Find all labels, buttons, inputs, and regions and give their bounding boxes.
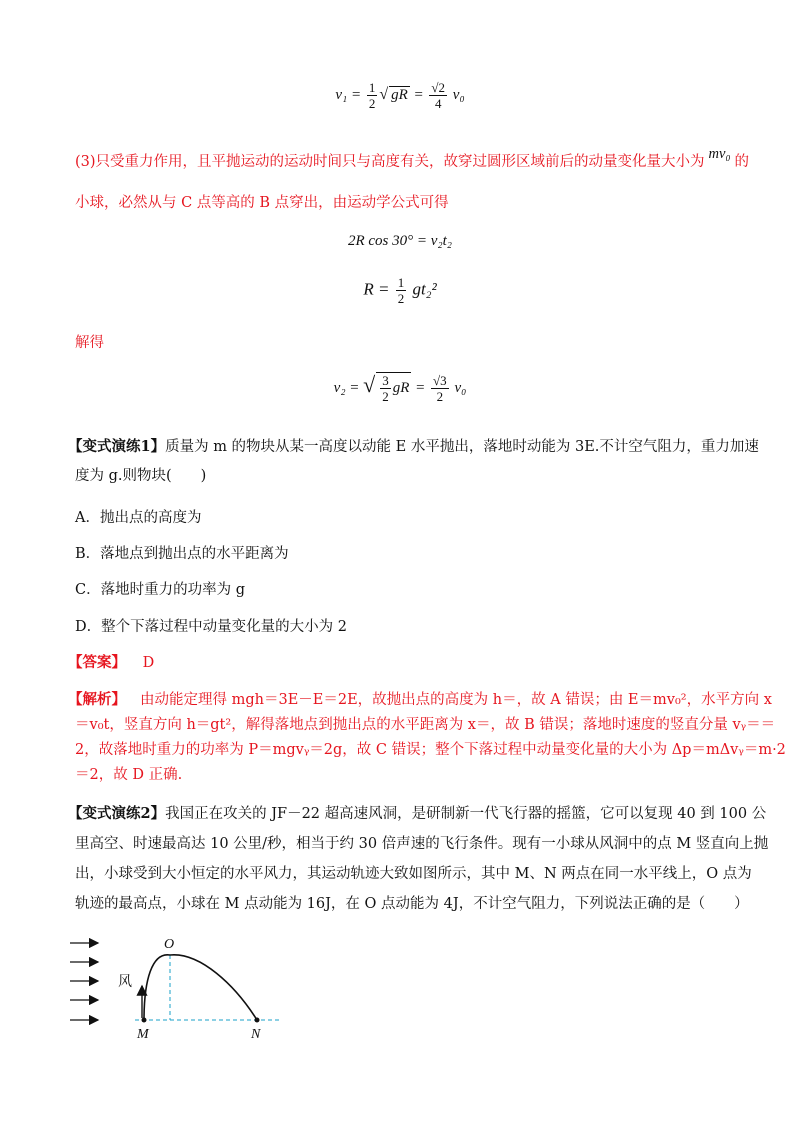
- label-o: O: [164, 937, 175, 952]
- q1-analysis-line4: ＝2，故 D 正确.: [75, 767, 183, 783]
- wind-arrows: [70, 943, 98, 1020]
- q1-analysis-tag: 【解析】: [68, 691, 126, 708]
- q1-answer-value: D: [142, 655, 155, 671]
- part3-line1: [75, 146, 749, 172]
- part3-line1-text: (3)只受重力作用，且平抛运动的运动时间只与高度有关，故穿过圆形区域前后的动量变化量大小为: [75, 154, 705, 170]
- q2-line3: 出，小球受到大小恒定的水平风力，其运动轨迹大致如图所示，其中 M、N 两点在同一水平线上，O 点为: [75, 866, 752, 882]
- eq3-rhs: gt₂²: [412, 279, 437, 299]
- eq1-frac2: [429, 80, 447, 111]
- eq4-frac: [431, 373, 449, 404]
- q1-option-a[interactable]: A．抛出点的高度为: [75, 510, 202, 526]
- equation-R: [0, 275, 800, 306]
- part3-tail: 的: [734, 154, 749, 170]
- eq1-eq: =: [413, 86, 424, 103]
- eq4-eq: =: [415, 380, 426, 396]
- eq3-frac-n: 1: [397, 275, 405, 290]
- q1-line2: 度为 g.则物块( ): [75, 468, 207, 484]
- q1-analysis-line2: ＝v₀t，竖直方向 h＝gt²，解得落地点到抛出点的水平距离为 x＝，故 B 错误；落地时速度的竖直分量 vᵧ＝＝: [75, 717, 776, 733]
- jiede-label: 解得: [75, 335, 104, 351]
- eq3-lhs: R =: [363, 279, 390, 299]
- q2-line1-text: 我国正在攻关的 JF－22 超高速风洞，是研制新一代飞行器的摇篮，它可以复现 40 到 100 公: [165, 806, 767, 822]
- q2-line1: [68, 804, 767, 824]
- eq1-sqrt: gR: [391, 86, 408, 103]
- part3-sup: mv₀: [708, 146, 731, 162]
- eq4-sqrt-frac: [380, 373, 391, 404]
- eq4-sqrt-d: 2: [382, 389, 389, 405]
- eq1-frac-d: 2: [368, 96, 376, 111]
- eq3-frac-d: 2: [397, 291, 405, 306]
- q1-line1: [68, 437, 759, 457]
- eq4-sqrt: [376, 372, 411, 404]
- q1-analysis-line1-text: 由动能定理得 mgh＝3E－E＝2E，故抛出点的高度为 h＝，故 A 错误；由 E＝mv₀²，水平方向 x: [140, 692, 772, 708]
- label-n: N: [251, 1027, 261, 1042]
- point-m: [142, 1018, 147, 1023]
- q1-option-b[interactable]: B．落地点到抛出点的水平距离为: [75, 546, 289, 562]
- eq1-frac: [367, 80, 378, 111]
- eq1-rhs: v₀: [452, 86, 465, 103]
- eq4-frac-n: √3: [433, 373, 447, 389]
- part3-line2: 小球，必然从与 C 点等高的 B 点穿出，由运动学公式可得: [75, 195, 449, 211]
- q1-answer: [68, 653, 728, 673]
- point-n: [255, 1018, 260, 1023]
- eq1-frac2-n: √2: [431, 80, 446, 95]
- q1-analysis-line3: 2，故落地时重力的功率为 P＝mgvᵧ＝2g，故 C 错误；整个下落过程中动量变化量的大小为 Δp＝mΔvᵧ＝m·2: [75, 742, 786, 758]
- q1-analysis-line1: [68, 690, 772, 710]
- wind-label: 风: [118, 974, 132, 990]
- q1-answer-tag: 【答案】: [68, 654, 126, 671]
- q2-line4: 轨迹的最高点，小球在 M 点动能为 16J，在 O 点动能为 4J，不计空气阻力，下列说法正确的是（ ）: [75, 896, 749, 912]
- eq4-sqrt-n: 3: [382, 373, 389, 389]
- q2-line2: 里高空、时速最高达 10 公里/秒，相当于约 30 倍声速的飞行条件。现有一小球从风洞中的点 M 竖直向上抛: [75, 836, 769, 852]
- equation-v2: v₂ = √ $\frac{3}{2}$ gR = $\frac{√3}{2}$ v₀: [333, 372, 467, 405]
- eq1-frac2-d: 4: [434, 96, 442, 111]
- equation-2rcos: 2R cos 30° = v₂t₂: [347, 233, 453, 249]
- trajectory-curve: [144, 955, 257, 1020]
- eq4-lhs: v₂ =: [333, 380, 360, 396]
- q2-tag: 【变式演练2】: [68, 805, 166, 822]
- eq1-lhs: v₁ =: [335, 86, 362, 103]
- equation-v1: v₁ = $\frac{1}{2}$ √ gR = $\frac{√2}{4}$ v₀: [335, 80, 465, 111]
- q1-option-d[interactable]: D．整个下落过程中动量变化量的大小为 2: [75, 619, 347, 635]
- eq3-frac: [396, 275, 407, 306]
- eq4-rhs: v₀: [454, 380, 467, 396]
- label-m: M: [137, 1027, 149, 1042]
- trajectory-diagram: [60, 930, 300, 1045]
- eq1-frac-n: 1: [368, 80, 376, 95]
- q1-tag: 【变式演练1】: [68, 438, 166, 455]
- q1-line1-text: 质量为 m 的物块从某一高度以动能 E 水平抛出，落地时动能为 3E.不计空气阻力，重力加速: [165, 439, 759, 455]
- eq4-frac-d: 2: [436, 389, 444, 405]
- q1-option-c[interactable]: C．落地时重力的功率为 g: [75, 582, 245, 598]
- eq4-sqrt-tail: gR: [392, 380, 410, 396]
